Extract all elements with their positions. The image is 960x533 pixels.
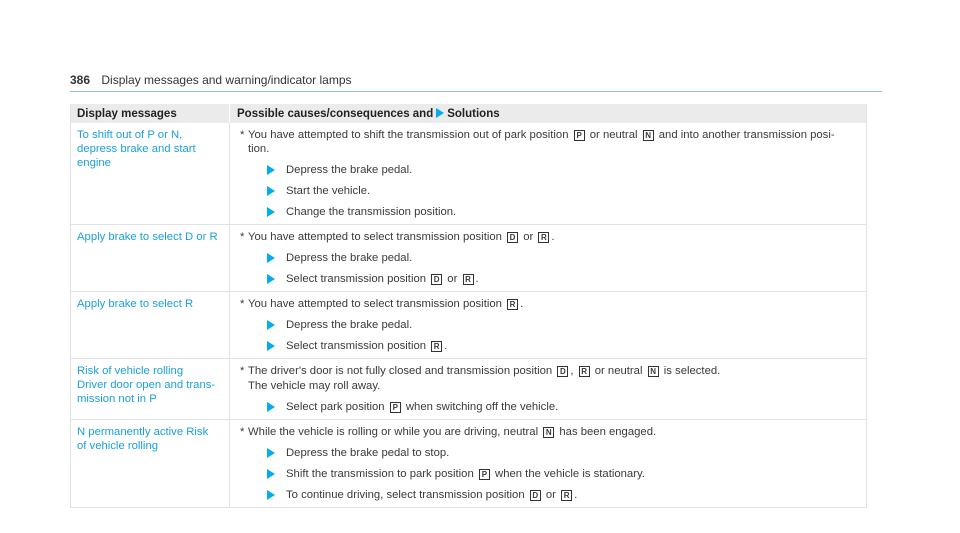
page-title: Display messages and warning/indicator lamps xyxy=(101,73,352,87)
arrow-right-icon xyxy=(267,469,275,479)
cause-text: * You have attempted to select transmission position D or R . xyxy=(240,231,555,243)
gear-p-symbol: P xyxy=(479,469,490,480)
causes-solutions xyxy=(230,225,866,291)
solution-step: Depress the brake pedal. xyxy=(240,251,858,265)
table-row xyxy=(71,359,866,420)
solution-step: Depress the brake pedal. xyxy=(240,163,858,177)
gear-r-symbol: R xyxy=(561,490,572,501)
arrow-right-icon xyxy=(267,165,275,175)
arrow-right-icon xyxy=(267,402,275,412)
gear-n-symbol: N xyxy=(643,130,654,141)
arrow-right-icon xyxy=(267,274,275,284)
column-header-solutions: Solutions xyxy=(447,108,500,120)
cause-text: * While the vehicle is rolling or while you are driving, neutral N has been engaged. xyxy=(240,426,657,438)
gear-d-symbol: D xyxy=(507,232,518,243)
arrow-right-icon xyxy=(436,108,444,118)
arrow-right-icon xyxy=(267,341,275,351)
column-header-causes-solutions xyxy=(230,104,866,123)
gear-r-symbol: R xyxy=(507,299,518,310)
page-header xyxy=(70,73,352,87)
causes-solutions xyxy=(230,292,866,358)
gear-d-symbol: D xyxy=(431,274,442,285)
gear-r-symbol: R xyxy=(463,274,474,285)
solution-step: Shift the transmission to park position P when the vehicle is stationary. xyxy=(240,467,858,481)
table-header xyxy=(71,104,866,123)
table-row xyxy=(71,420,866,508)
table-row xyxy=(71,292,866,359)
gear-r-symbol: R xyxy=(431,341,442,352)
arrow-right-icon xyxy=(267,186,275,196)
solution-step: To continue driving, select transmission position D or R . xyxy=(240,488,858,502)
solution-step: Depress the brake pedal. xyxy=(240,318,858,332)
column-header-causes: Possible causes/consequences and xyxy=(237,108,434,120)
gear-p-symbol: P xyxy=(390,402,401,413)
causes-solutions xyxy=(230,359,866,419)
gear-p-symbol: P xyxy=(574,130,585,141)
display-messages-table xyxy=(70,104,867,508)
arrow-right-icon xyxy=(267,490,275,500)
display-message: To shift out of P or N, depress brake and start engine xyxy=(71,123,230,224)
causes-solutions xyxy=(230,123,866,224)
table-row xyxy=(71,123,866,225)
display-message: Apply brake to select D or R xyxy=(71,225,230,291)
solution-step: Change the transmission position. xyxy=(240,205,858,219)
solution-step: Select park position P when switching off the vehicle. xyxy=(240,400,858,414)
cause-text: * You have attempted to shift the transmission out of park position P or neutral N and into another transmission posi- tion. xyxy=(240,129,835,155)
arrow-right-icon xyxy=(267,320,275,330)
cause-note: The vehicle may roll away. xyxy=(248,380,381,392)
gear-r-symbol: R xyxy=(538,232,549,243)
solution-step: Start the vehicle. xyxy=(240,184,858,198)
causes-solutions xyxy=(230,420,866,507)
cause-text: * The driver's door is not fully closed and transmission position D , R or neutral N is selected. xyxy=(240,365,721,377)
page-number: 386 xyxy=(70,73,91,87)
column-header-display-messages: Display messages xyxy=(71,104,230,123)
gear-d-symbol: D xyxy=(530,490,541,501)
table-row xyxy=(71,225,866,292)
display-message: N permanently active Risk of vehicle rolling xyxy=(71,420,230,507)
solution-step: Select transmission position D or R . xyxy=(240,272,858,286)
arrow-right-icon xyxy=(267,207,275,217)
gear-n-symbol: N xyxy=(543,427,554,438)
arrow-right-icon xyxy=(267,448,275,458)
gear-r-symbol: R xyxy=(579,366,590,377)
header-divider xyxy=(70,91,882,92)
display-message: Risk of vehicle rolling Driver door open and trans- mission not in P xyxy=(71,359,230,419)
solution-step: Depress the brake pedal to stop. xyxy=(240,446,858,460)
solution-step: Select transmission position R . xyxy=(240,339,858,353)
cause-text: * You have attempted to select transmission position R . xyxy=(240,298,524,310)
gear-d-symbol: D xyxy=(557,366,568,377)
display-message: Apply brake to select R xyxy=(71,292,230,358)
arrow-right-icon xyxy=(267,253,275,263)
gear-n-symbol: N xyxy=(648,366,659,377)
